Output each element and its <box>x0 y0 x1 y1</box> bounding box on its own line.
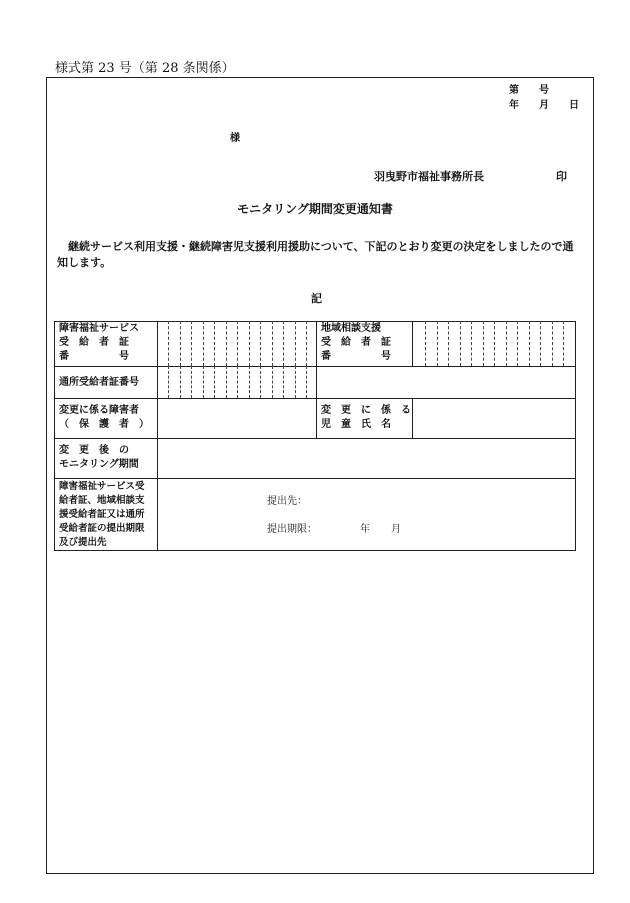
digit-divider <box>237 366 238 398</box>
digit-divider <box>471 321 472 366</box>
digit-divider <box>506 321 507 366</box>
label-line: 給者証、地域相談支 <box>59 495 145 506</box>
child-left-divider <box>316 398 317 438</box>
period-label <box>59 444 139 472</box>
deadline-year: 年 <box>360 524 370 535</box>
digit-divider <box>191 366 192 398</box>
digit-divider <box>214 366 215 398</box>
digit-divider <box>237 321 238 366</box>
issuer-name: 羽曳野市福祉事務所長 <box>374 170 484 183</box>
child-label-divider <box>412 398 413 438</box>
child-label <box>321 404 411 432</box>
label-line: 児 童 氏 名 <box>321 419 391 430</box>
ki-mark: 記 <box>311 292 322 305</box>
label-line: 変 更 に 係 る <box>321 405 411 416</box>
middle-divider <box>316 321 317 398</box>
form-number: 様式第 23 号（第 28 条関係） <box>55 61 235 76</box>
document-title: モニタリング期間変更通知書 <box>237 202 393 216</box>
label-line: 地域相談支援 <box>321 323 381 334</box>
digit-divider <box>203 366 204 398</box>
disability-cert-label <box>59 322 152 364</box>
digit-divider <box>168 321 169 366</box>
date-label: 年 月 日 <box>509 100 579 111</box>
digit-divider <box>494 321 495 366</box>
row-divider <box>54 398 576 399</box>
digit-divider <box>437 321 438 366</box>
regional-cert-label <box>321 322 409 364</box>
label-line: 変更に係る障害者 <box>59 405 139 416</box>
digit-divider <box>168 366 169 398</box>
digit-divider <box>191 321 192 366</box>
digit-divider <box>295 366 296 398</box>
digit-divider <box>448 321 449 366</box>
digit-divider <box>460 321 461 366</box>
digit-divider <box>552 321 553 366</box>
row-divider <box>54 366 576 367</box>
deadline-label: 提出期限： <box>267 524 317 535</box>
digit-divider <box>517 321 518 366</box>
submission-label <box>59 480 145 550</box>
digit-divider <box>180 366 181 398</box>
label-line: 障害福祉サービス <box>59 323 139 334</box>
label-line: 受 給 者 証 <box>321 337 391 348</box>
label-line: 援受給者証又は通所 <box>59 509 145 520</box>
digit-divider <box>249 366 250 398</box>
label-line: （ 保 護 者 ） <box>59 419 149 430</box>
day-cert-label: 通所受給者証番号 <box>59 377 139 388</box>
deadline-month: 月 <box>391 524 401 535</box>
label-line: 受給者証の提出期限 <box>59 523 145 534</box>
digit-divider <box>260 366 261 398</box>
digit-divider <box>272 366 273 398</box>
digit-divider <box>226 321 227 366</box>
digit-divider <box>563 321 564 366</box>
digit-divider <box>249 321 250 366</box>
row-divider <box>54 438 576 439</box>
label-line: 番 号 <box>321 351 391 362</box>
digit-divider <box>306 366 307 398</box>
body-text: 継続サービス利用支援・継続障害児支援利用援助について、下記のとおり変更の決定をしましたので通知します。 <box>57 240 574 269</box>
digit-divider <box>260 321 261 366</box>
digit-divider <box>529 321 530 366</box>
seal-mark: 印 <box>556 170 567 183</box>
digit-divider <box>283 366 284 398</box>
label-column-divider <box>157 321 158 551</box>
label-line: 番 号 <box>59 351 129 362</box>
digit-divider <box>295 321 296 366</box>
row-divider <box>54 478 576 479</box>
digit-divider <box>306 321 307 366</box>
label-line: 及び提出先 <box>59 537 107 548</box>
label-line: 変 更 後 の <box>59 445 129 456</box>
submit-to-label: 提出先： <box>267 496 307 507</box>
right-label-divider <box>412 321 413 366</box>
digit-divider <box>425 321 426 366</box>
digit-divider <box>272 321 273 366</box>
label-line: 障害福祉サービス受 <box>59 481 145 492</box>
number-label: 第 号 <box>509 85 549 96</box>
addressee-suffix: 様 <box>230 133 240 144</box>
digit-divider <box>226 366 227 398</box>
digit-divider <box>203 321 204 366</box>
digit-divider <box>540 321 541 366</box>
digit-divider <box>283 321 284 366</box>
label-line: モニタリング期間 <box>59 459 139 470</box>
person-label <box>59 404 149 432</box>
digit-divider <box>214 321 215 366</box>
digit-divider <box>180 321 181 366</box>
digit-divider <box>483 321 484 366</box>
label-line: 受 給 者 証 <box>59 337 129 348</box>
